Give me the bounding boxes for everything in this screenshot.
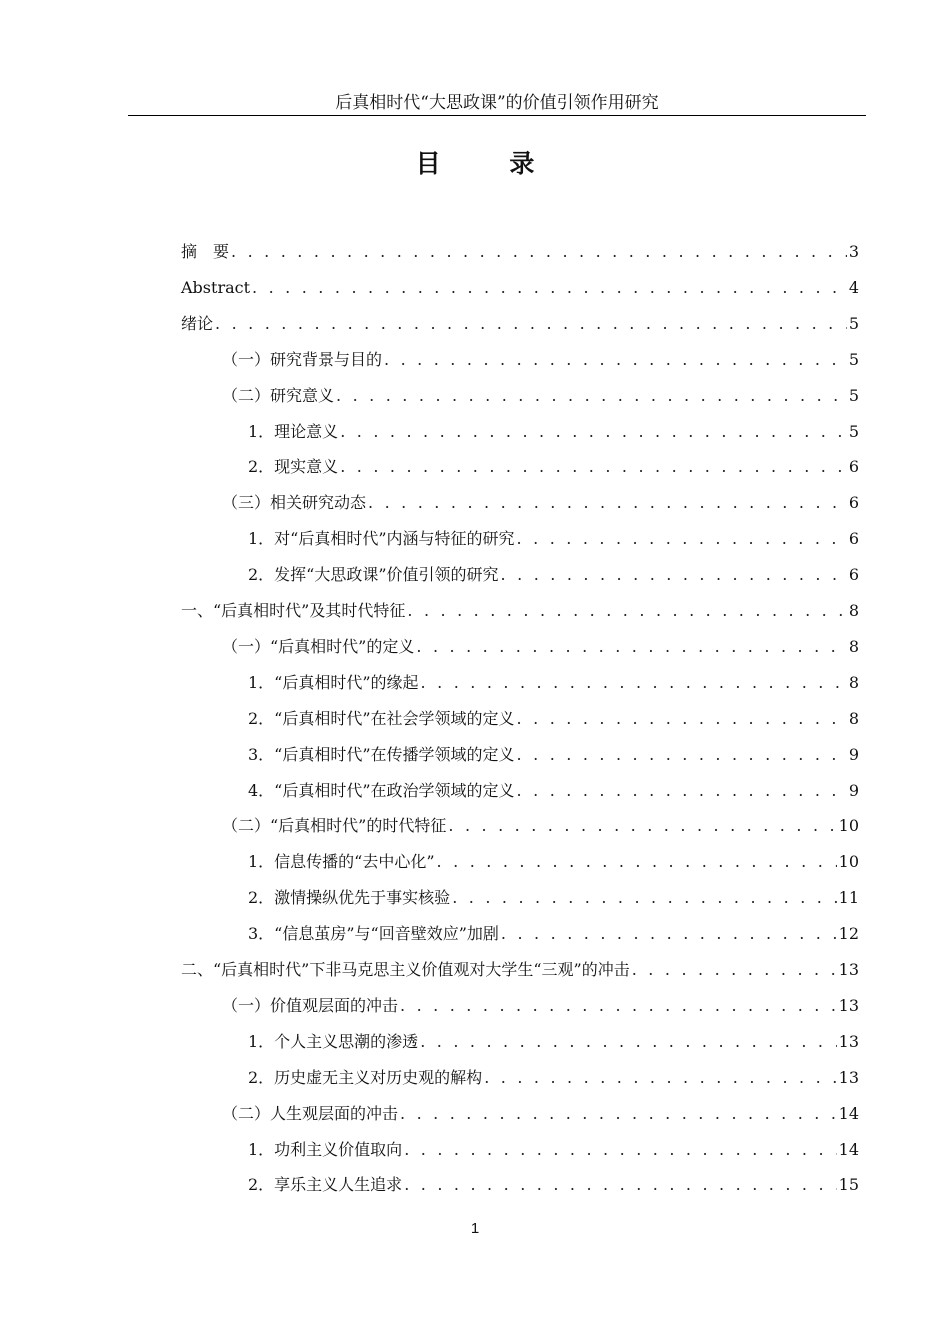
toc-dot-leader — [404, 1173, 836, 1197]
toc-entry-page-number: 9 — [848, 744, 859, 764]
toc-entry-label: 1．个人主义思潮的渗透 — [248, 1031, 419, 1051]
toc-entry-page-number: 10 — [838, 852, 859, 872]
toc-dot-leader — [340, 420, 847, 444]
toc-entry-label: （一）研究背景与目的 — [222, 349, 383, 369]
toc-dot-leader — [368, 491, 847, 515]
toc-dot-leader — [340, 455, 847, 479]
toc-dot-leader — [517, 743, 847, 767]
toc-entry-label: 3．“信息茧房”与“回音壁效应”加剧 — [248, 924, 499, 944]
toc-entry-page-number: 8 — [848, 601, 859, 620]
toc-entry-label: 2．享乐主义人生追求 — [248, 1175, 403, 1195]
toc-dot-leader — [437, 850, 837, 874]
toc-entry-page-number: 6 — [848, 457, 859, 477]
toc-entry-page-number: 10 — [838, 816, 859, 836]
toc-entry-label: （一）价值观层面的冲击 — [222, 995, 399, 1015]
toc-entry[interactable] — [248, 1173, 859, 1197]
toc-entry[interactable] — [181, 599, 859, 623]
toc-entry-label: 4．“后真相时代”在政治学领域的定义 — [248, 780, 515, 800]
toc-entry[interactable] — [222, 814, 859, 838]
toc-entry-label: 绪论 — [181, 313, 214, 333]
toc-dot-leader — [407, 599, 846, 623]
page-number: 1 — [470, 1220, 480, 1237]
toc-entry-page-number: 5 — [848, 421, 859, 441]
toc-entry-page-number: 8 — [848, 708, 859, 728]
toc-entry-page-number: 8 — [848, 636, 859, 656]
toc-entry-page-number: 13 — [838, 1067, 859, 1087]
toc-entry[interactable] — [222, 635, 859, 659]
toc-dot-leader — [501, 922, 837, 946]
toc-dot-leader — [517, 779, 847, 803]
toc-entry-label: Abstract — [181, 277, 251, 297]
toc-entry[interactable] — [248, 779, 859, 803]
toc-entry-page-number: 14 — [838, 1103, 859, 1123]
toc-entry-page-number: 11 — [838, 888, 859, 908]
toc-entry[interactable] — [181, 312, 859, 336]
toc-entry-label: 一、“后真相时代”及其时代特征 — [181, 601, 406, 620]
toc-entry-page-number: 6 — [848, 493, 859, 513]
toc-entry-label: 1．理论意义 — [248, 421, 339, 441]
toc-entry-page-number: 3 — [848, 242, 859, 261]
toc-entry[interactable] — [248, 707, 859, 731]
toc-dot-leader — [452, 886, 836, 910]
toc-entry-page-number: 5 — [848, 385, 859, 405]
toc-dot-leader — [632, 958, 837, 982]
toc-dot-leader — [231, 240, 847, 264]
toc-dot-leader — [448, 814, 836, 838]
toc-entry-label: 二、“后真相时代”下非马克思主义价值观对大学生“三观”的冲击 — [181, 960, 630, 979]
toc-dot-leader — [252, 276, 847, 300]
toc-entry-label: （二）研究意义 — [222, 385, 335, 405]
toc-dot-leader — [517, 707, 847, 731]
toc-entry[interactable] — [248, 922, 859, 946]
toc-dot-leader — [400, 994, 837, 1018]
toc-entry[interactable] — [248, 886, 859, 910]
toc-entry[interactable] — [248, 1138, 859, 1162]
toc-entry[interactable] — [248, 563, 859, 587]
toc-dot-leader — [400, 1102, 837, 1126]
toc-dot-leader — [215, 312, 847, 336]
toc-entry-page-number: 6 — [848, 565, 859, 585]
toc-entry-page-number: 14 — [838, 1139, 859, 1159]
toc-entry[interactable] — [222, 384, 859, 408]
toc-entry[interactable] — [248, 850, 859, 874]
toc-entry[interactable] — [248, 671, 859, 695]
toc-entry-page-number: 13 — [838, 995, 859, 1015]
toc-entry-page-number: 4 — [848, 277, 859, 297]
toc-entry-label: 2．“后真相时代”在社会学领域的定义 — [248, 708, 515, 728]
header-rule — [128, 115, 866, 116]
toc-entry-page-number: 9 — [848, 780, 859, 800]
toc-entry[interactable] — [248, 743, 859, 767]
running-header: 后真相时代“大思政课”的价值引领作用研究 — [335, 93, 659, 113]
toc-entry-label: 摘 要 — [181, 242, 230, 261]
toc-entry-page-number: 5 — [848, 349, 859, 369]
toc-dot-leader — [484, 1066, 836, 1090]
toc-entry[interactable] — [248, 1066, 859, 1090]
toc-entry-label: （一）“后真相时代”的定义 — [222, 636, 415, 656]
toc-dot-leader — [517, 527, 847, 551]
toc-entry-page-number: 8 — [848, 672, 859, 692]
toc-entry-label: （二）“后真相时代”的时代特征 — [222, 816, 447, 836]
toc-dot-leader — [416, 635, 846, 659]
toc-entry[interactable] — [248, 455, 859, 479]
toc-entry[interactable] — [222, 1102, 859, 1126]
toc-entry[interactable] — [248, 1030, 859, 1054]
toc-entry[interactable] — [248, 420, 859, 444]
toc-entry-page-number: 15 — [838, 1175, 859, 1195]
toc-dot-leader — [420, 1030, 836, 1054]
toc-dot-leader — [384, 348, 847, 372]
toc-entry-label: 1．功利主义价值取向 — [248, 1139, 403, 1159]
toc-entry-label: 2．激情操纵优先于事实核验 — [248, 888, 451, 908]
toc-dot-leader — [336, 384, 847, 408]
toc-dot-leader — [501, 563, 847, 587]
toc-entry-page-number: 13 — [838, 960, 859, 979]
toc-entry-page-number: 6 — [848, 529, 859, 549]
toc-entry-label: 1．对“后真相时代”内涵与特征的研究 — [248, 529, 515, 549]
toc-entry-label: 2．发挥“大思政课”价值引领的研究 — [248, 565, 499, 585]
toc-entry-page-number: 13 — [838, 1031, 859, 1051]
toc-entry[interactable] — [222, 994, 859, 1018]
toc-entry-label: 3．“后真相时代”在传播学领域的定义 — [248, 744, 515, 764]
toc-entry-page-number: 5 — [848, 313, 859, 333]
toc-dot-leader — [421, 671, 847, 695]
toc-entry[interactable] — [222, 348, 859, 372]
toc-title: 目 录 — [415, 149, 565, 178]
toc-entry-label: 1．信息传播的“去中心化” — [248, 852, 435, 872]
toc-entry-label: 2．现实意义 — [248, 457, 339, 477]
toc-entry-label: 2．历史虚无主义对历史观的解构 — [248, 1067, 483, 1087]
toc-entry[interactable] — [222, 491, 859, 515]
toc-entry-label: 1．“后真相时代”的缘起 — [248, 672, 419, 692]
toc-entry[interactable] — [181, 240, 859, 264]
toc-entry[interactable] — [248, 527, 859, 551]
toc-dot-leader — [404, 1138, 836, 1162]
toc-entry-label: （二）人生观层面的冲击 — [222, 1103, 399, 1123]
toc-entry-label: （三）相关研究动态 — [222, 493, 367, 513]
toc-entry[interactable] — [181, 958, 859, 982]
toc-entry-page-number: 12 — [838, 924, 859, 944]
toc-entry[interactable] — [181, 276, 859, 300]
